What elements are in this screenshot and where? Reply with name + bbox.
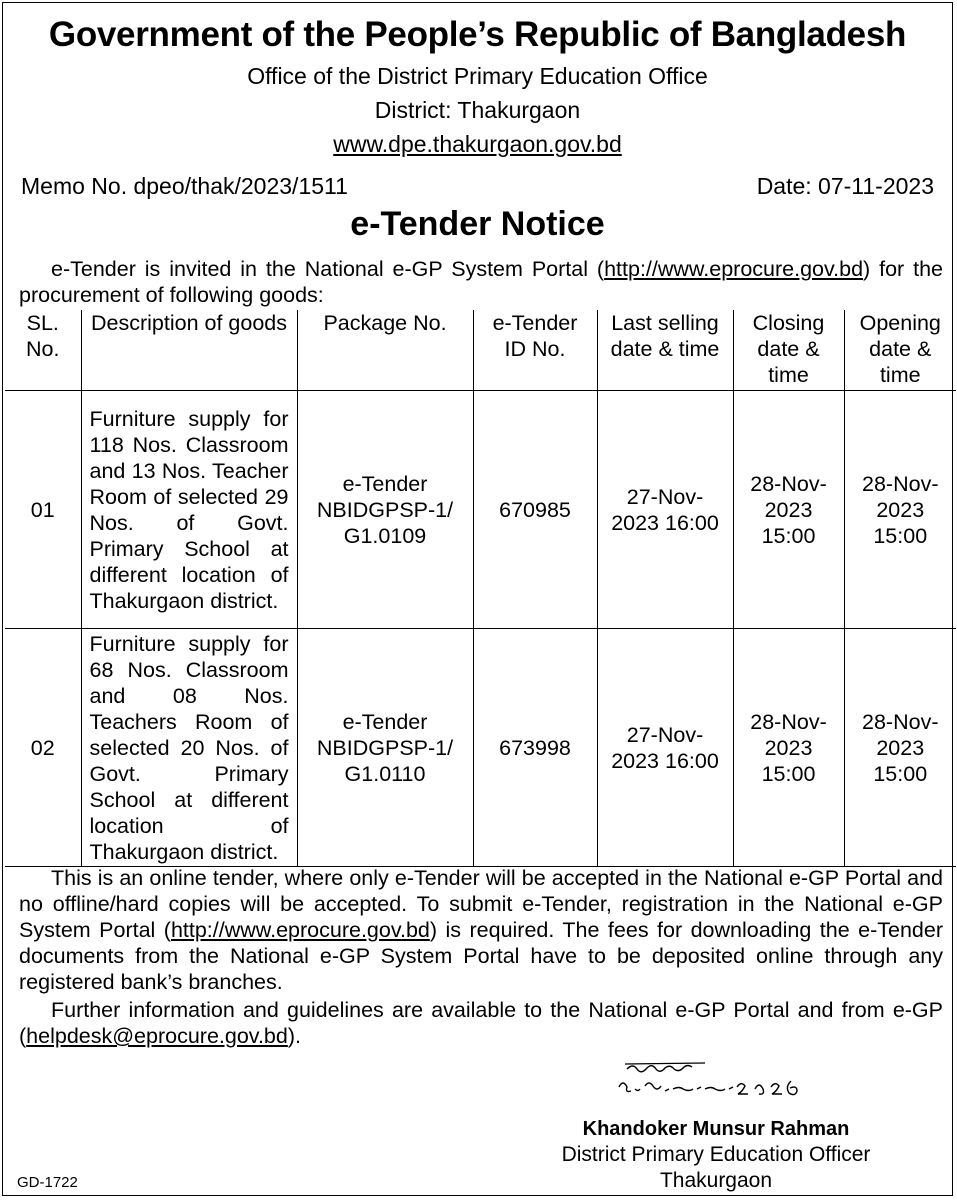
memo-date: Date: 07-11-2023 (756, 173, 934, 199)
cell-last-selling: 27-Nov-2023 16:00 (597, 391, 733, 629)
table-row (5, 629, 956, 867)
handwritten-signature (615, 1059, 825, 1107)
helpdesk-email-link[interactable]: helpdesk@eprocure.gov.bd (26, 1024, 288, 1048)
header-tender-id: e-Tender ID No. (473, 310, 597, 391)
officer-designation: District Primary Education Officer (561, 1143, 871, 1166)
cell-opening: 28-Nov-2023 15:00 (844, 391, 956, 629)
government-title: Government of the People’s Republic of Bangladesh (48, 15, 907, 54)
eprocure-link[interactable]: http://www.eprocure.gov.bd (604, 257, 864, 281)
tender-table (5, 310, 956, 867)
online-text-end: ) is required. The fees for downloading the e-Tender documents from the National e-GP System Portal have to be deposited online through any registered bank’s branches. (19, 918, 943, 994)
memo-number: Memo No. dpeo/thak/2023/1511 (21, 173, 348, 199)
cell-sl: 02 (5, 629, 81, 867)
table-row (5, 391, 956, 629)
cell-description: Furniture supply for 68 Nos. Classroom and 08 Nos. Teachers Room of selected 20 Nos. of Govt. Primary School at different location of Thakurgaon district. (81, 629, 297, 867)
header-opening: Opening date & time (844, 310, 956, 391)
signature-block (551, 1116, 881, 1194)
cell-description: Furniture supply for 118 Nos. Classroom and 13 Nos. Teacher Room of selected 29 Nos. of Govt. Primary School at different location of Thakurgaon district. (81, 391, 297, 629)
officer-name: Khandoker Munsur Rahman (582, 1118, 850, 1140)
further-text-end: ). (287, 1024, 301, 1048)
cell-closing: 28-Nov-2023 15:00 (733, 629, 844, 867)
cell-sl: 01 (5, 391, 81, 629)
cell-opening: 28-Nov-2023 15:00 (844, 629, 956, 867)
online-tender-paragraph (19, 865, 943, 995)
notice-title: e-Tender Notice (350, 205, 605, 243)
officer-location: Thakurgaon (659, 1169, 773, 1192)
cell-tender-id: 673998 (473, 629, 597, 867)
header-last-selling: Last selling date & time (597, 310, 733, 391)
header-package: Package No. (297, 310, 473, 391)
cell-package: e-Tender NBIDGPSP-1/ G1.0110 (297, 629, 473, 867)
district-name: District: Thakurgaon (374, 97, 581, 123)
website-link[interactable]: www.dpe.thakurgaon.gov.bd (333, 131, 622, 157)
further-text-start: Further information and guidelines are available to the National e-GP Portal and from e-GP ( (19, 998, 943, 1048)
intro-paragraph (19, 256, 943, 308)
online-text-start: This is an online tender, where only e-Tender will be accepted in the National e-GP Portal and no offline/hard copies will be accepted. To submit e-Tender, registration in the National e-GP System Portal ( (19, 866, 943, 942)
cell-last-selling: 27-Nov-2023 16:00 (597, 629, 733, 867)
table-header-row (5, 310, 956, 391)
intro-text-end: ) for the procurement of following goods: (19, 257, 944, 307)
header-closing: Closing date & time (733, 310, 844, 391)
cell-tender-id: 670985 (473, 391, 597, 629)
header-sl: SL. No. (5, 310, 81, 391)
intro-text-start: e-Tender is invited in the National e-GP System Portal ( (51, 257, 605, 281)
eprocure-link-2[interactable]: http://www.eprocure.gov.bd (170, 918, 430, 942)
further-info-paragraph (19, 997, 943, 1049)
footer-code: GD-1722 (17, 1174, 78, 1191)
cell-package: e-Tender NBIDGPSP-1/ G1.0109 (297, 391, 473, 629)
document-frame (2, 2, 953, 1196)
header-description: Description of goods (81, 310, 297, 391)
cell-closing: 28-Nov-2023 15:00 (733, 391, 844, 629)
office-name: Office of the District Primary Education Office (247, 63, 708, 89)
